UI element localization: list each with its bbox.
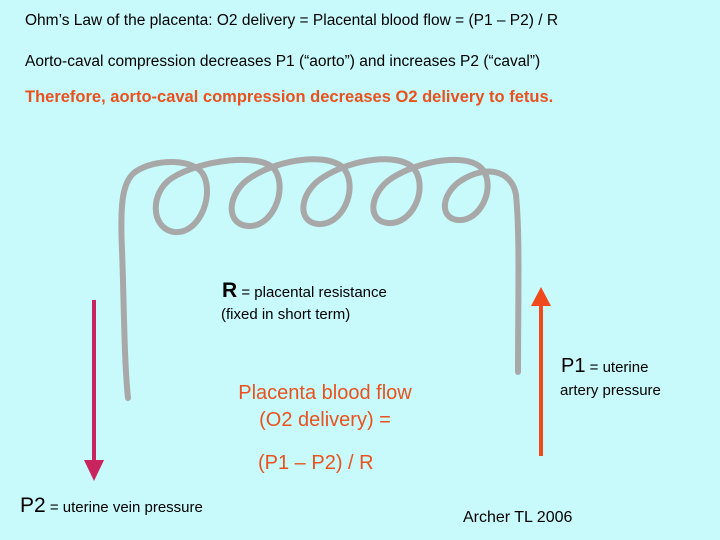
p1-description-2: artery pressure [560, 382, 661, 399]
p2-arrow-down-icon [84, 300, 104, 481]
p1-symbol: P1 [561, 355, 586, 377]
p1-description: = uterine [585, 359, 649, 376]
p1-label [561, 355, 648, 378]
compression-statement: Aorto-caval compression decreases P1 (“aorto”) and increases P2 (“caval”) [25, 53, 541, 70]
placenta-flow-line1: Placenta blood flow [238, 382, 412, 404]
resistance-note: (fixed in short term) [221, 306, 351, 323]
conclusion-statement: Therefore, aorto-caval compression decreases O2 delivery to fetus. [25, 88, 554, 106]
credit-text: Archer TL 2006 [463, 509, 573, 526]
p2-description: = uterine vein pressure [45, 499, 203, 516]
resistance-label [222, 279, 387, 303]
resistance-description: = placental resistance [237, 284, 387, 301]
p2-symbol: P2 [20, 494, 46, 517]
flow-formula: (P1 – P2) / R [258, 452, 374, 474]
p2-label [20, 494, 203, 518]
placenta-flow-label [190, 380, 460, 434]
p1-arrow-up-icon [531, 287, 551, 456]
placenta-flow-line2: (O2 delivery) = [259, 409, 391, 431]
resistance-symbol: R [222, 279, 238, 302]
ohms-law-statement: Ohm’s Law of the placenta: O2 delivery = Placental blood flow = (P1 – P2) / R [25, 12, 559, 29]
